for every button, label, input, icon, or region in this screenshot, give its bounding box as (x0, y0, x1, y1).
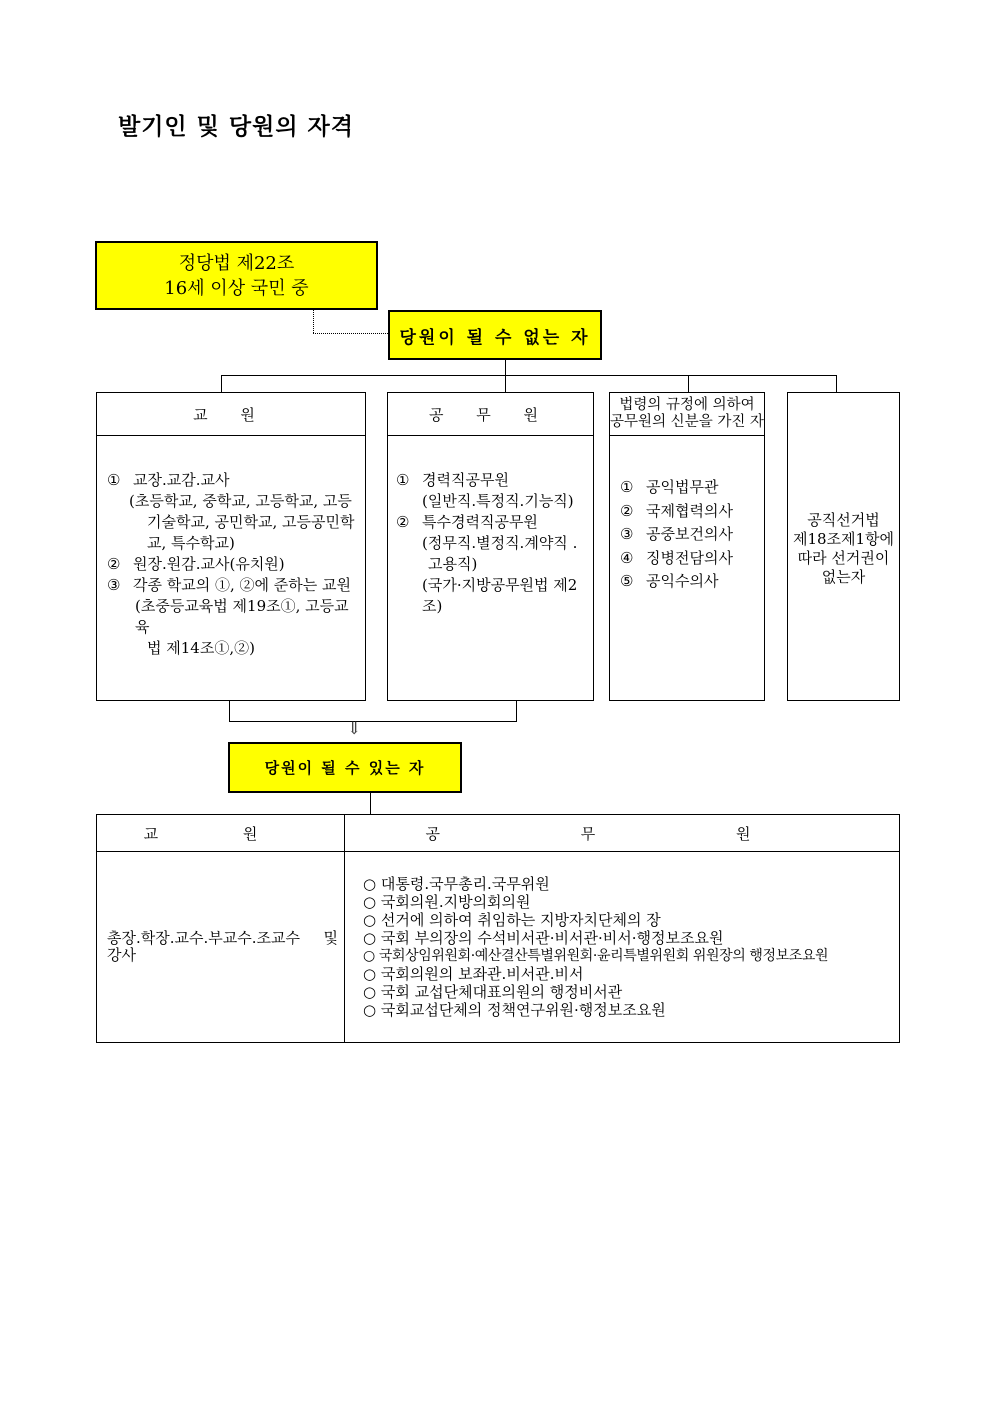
cannot-officials-header: 공 무 원 (388, 393, 593, 436)
connector-bracket-left (229, 701, 230, 721)
connector-root-down (313, 310, 314, 333)
connector-branch-statutory (688, 375, 689, 392)
list-item: ○ 국회의원.지방의회의원 (363, 893, 899, 911)
connector-branch-election (836, 375, 837, 392)
connector-branch-bar (221, 375, 837, 376)
cannot-officials-box (387, 392, 594, 701)
list-item: ④ 징병전담의사 (620, 548, 733, 567)
cannot-election-text (788, 511, 899, 587)
connector-branch-officials (505, 375, 506, 392)
table-row (97, 852, 900, 1043)
can-label: 당원이 될 수 있는 자 (264, 759, 426, 777)
connector-bracket-right (516, 701, 517, 721)
list-item-detail: 법 제14조①,②) (147, 639, 255, 657)
cannot-election-box (787, 392, 900, 701)
election-line: 공직선거법 (807, 511, 880, 529)
connector-bracket-bar (229, 721, 517, 722)
list-item: ⑤ 공익수의사 (620, 572, 719, 590)
list-item: ③ 각종 학교의 ①, ②에 준하는 교원 (107, 576, 351, 594)
cannot-label-box (388, 310, 602, 360)
can-officials-cell (345, 852, 900, 1043)
table-row (97, 815, 900, 852)
list-item-detail: 기술학교, 공민학교, 고등공민학 (147, 513, 355, 531)
list-item: ① 공익법무관 (620, 478, 719, 496)
list-item: ① 교장.교감.교사 (107, 471, 230, 489)
connector-root-right (313, 333, 388, 334)
list-item: ○ 국회교섭단체의 정책연구위원·행정보조요원 (363, 1001, 899, 1019)
list-item-detail: 고용직) (428, 555, 478, 573)
cannot-teachers-header: 교 원 (97, 393, 365, 436)
root-line-2: 16세 이상 국민 중 (164, 277, 309, 299)
list-item: ○ 국회 부의장의 수석비서관·비서관·비서·행정보조요원 (363, 929, 899, 947)
list-item: ② 원장.원감.교사(유치원) (107, 555, 285, 573)
cannot-statutory-header-line-1: 법령의 규정에 의하여 (619, 396, 755, 413)
list-item-detail: (일반직.특정직.기능직) (422, 492, 574, 510)
connector-can-down (370, 793, 371, 814)
page-title: 발기인 및 당원의 자격 (118, 113, 354, 140)
list-item-detail: (정무직.별정직.계약직 . (422, 534, 578, 552)
cannot-statutory-header-line-2: 공무원의 신분을 가진 자 (610, 414, 764, 430)
can-table (96, 814, 900, 1043)
down-arrow-icon: ⇓ (347, 719, 362, 739)
election-line: 제18조제1항에 (792, 530, 895, 548)
list-item-detail: (국가·지방공무원법 제2조) (422, 576, 578, 615)
can-official-header: 공 무 원 (345, 815, 900, 852)
can-teacher-value: 총장.학장.교수.부교수.조교수 및 강사 (97, 852, 345, 1043)
list-item-detail: (초중등교육법 제19조①, 고등교육 (135, 597, 349, 636)
cannot-statutory-box (609, 392, 765, 701)
list-item: ② 국제협력의사 (620, 501, 733, 520)
list-item: ○ 선거에 의하여 취임하는 지방자치단체의 장 (363, 911, 899, 929)
election-line: 없는자 (821, 568, 866, 586)
cannot-officials-list (396, 470, 592, 617)
root-line-1: 정당법 제22조 (178, 252, 295, 274)
list-item: ○ 국회 교섭단체대표의원의 행정비서관 (363, 983, 899, 1001)
can-teacher-header: 교 원 (97, 815, 345, 852)
election-line: 따라 선거권이 (797, 549, 890, 567)
list-item: ③ 공중보건의사 (620, 525, 733, 543)
root-box (95, 241, 378, 310)
cannot-teachers-box (96, 392, 366, 701)
list-item: ② 특수경력직공무원 (396, 513, 538, 531)
can-officials-list (345, 875, 899, 1019)
connector-cannot-down (505, 360, 506, 375)
can-label-box (228, 742, 462, 793)
list-item: ○ 국회상임위원회·예산결산특별위원회·윤리특별위원회 위원장의 행정보조요원 (363, 947, 899, 965)
list-item-detail: (초등학교, 중학교, 고등학교, 고등 (129, 492, 352, 510)
list-item: ① 경력직공무원 (396, 471, 509, 489)
list-item: ○ 대통령.국무총리.국무위원 (363, 875, 899, 893)
cannot-label: 당원이 될 수 없는 자 (399, 327, 591, 348)
list-item: ○ 국회의원의 보좌관.비서관.비서 (363, 965, 899, 983)
cannot-teachers-list (107, 470, 363, 659)
connector-branch-teachers (221, 375, 222, 392)
list-item-detail: 교, 특수학교) (147, 534, 235, 552)
cannot-statutory-header (610, 393, 764, 436)
cannot-statutory-list (620, 476, 764, 594)
